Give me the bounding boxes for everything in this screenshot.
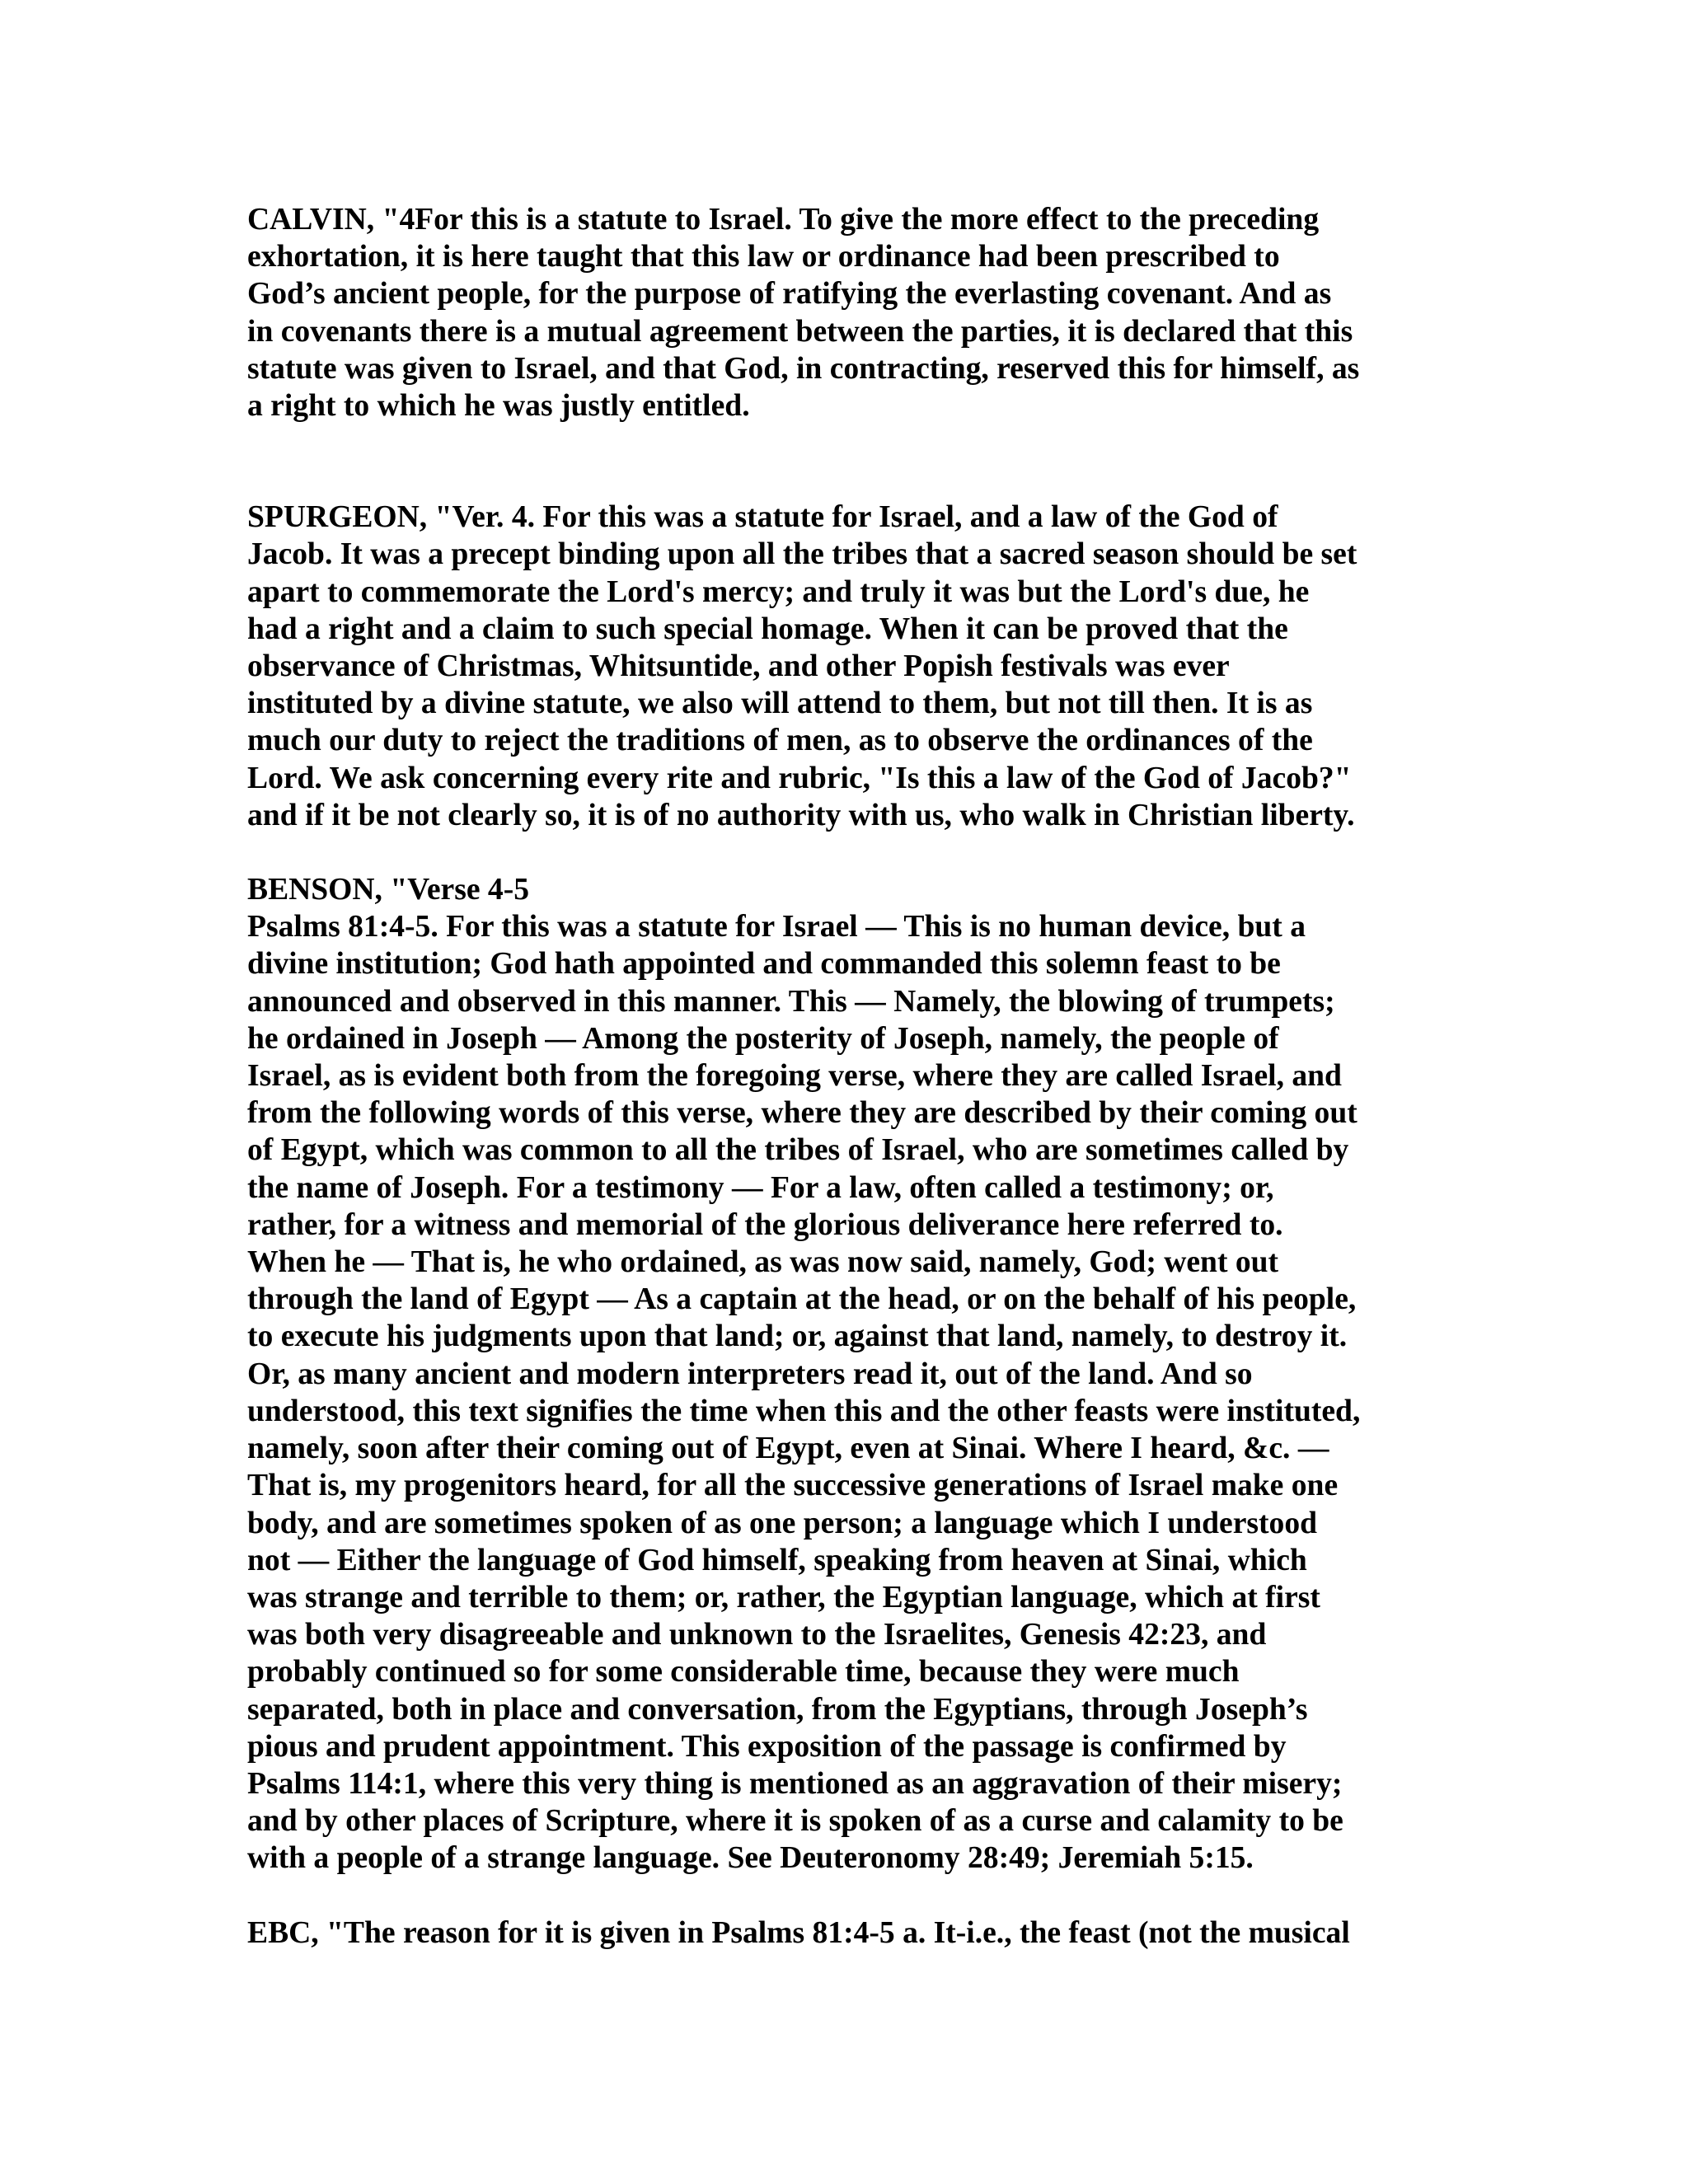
text-line: body, and are sometimes spoken of as one person; a language which I understood [247,1506,1318,1540]
text-line: through the land of Egypt — As a captain at the head, or on the behalf of his people, [247,1282,1357,1317]
text-line: exhortation, it is here taught that this law or ordinance had been prescribed to [247,240,1280,274]
text-line: That is, my progenitors heard, for all the successive generations of Israel make one [247,1469,1339,1503]
text-line: and if it be not clearly so, it is of no authority with us, who walk in Christian liberty. [247,798,1355,832]
ebc-commentary [247,1915,1441,1952]
text-line: a right to which he was justly entitled. [247,389,750,424]
text-line: and by other places of Scripture, where it is spoken of as a curse and calamity to be [247,1804,1343,1839]
commentary-text [247,201,1441,1952]
text-line: Jacob. It was a precept binding upon all the tribes that a sacred season should be set [247,537,1357,572]
text-line: with a people of a strange language. See Deuteronomy 28:49; Jeremiah 5:15. [247,1841,1254,1876]
text-line: Or, as many ancient and modern interpreters read it, out of the land. And so [247,1357,1253,1391]
text-line: the name of Joseph. For a testimony — For a law, often called a testimony; or, [247,1170,1274,1205]
text-line: statute was given to Israel, and that God, in contracting, reserved this for himself, as [247,351,1360,386]
text-line: divine institution; God hath appointed and commanded this solemn feast to be [247,947,1281,982]
text-line: Israel, as is evident both from the foregoing verse, where they are called Israel, and [247,1059,1342,1094]
text-line: Psalms 81:4-5. For this was a statute for Israel — This is no human device, but a [247,910,1306,944]
text-line: had a right and a claim to such special homage. When it can be proved that the [247,612,1288,646]
text-line: SPURGEON, "Ver. 4. For this was a statute for Israel, and a law of the God of [247,500,1278,535]
text-line: was strange and terrible to them; or, rather, the Egyptian language, which at first [247,1580,1320,1615]
text-line: God’s ancient people, for the purpose of ratifying the everlasting covenant. And as [247,277,1332,312]
text-line: understood, this text signifies the time when this and the other feasts were instituted, [247,1394,1361,1428]
text-line: instituted by a divine statute, we also will attend to them, but not till then. It is as [247,687,1313,721]
text-line: much our duty to reject the traditions of men, as to observe the ordinances of the [247,724,1313,758]
text-line: probably continued so for some considerable time, because they were much [247,1655,1240,1690]
text-line: Psalms 114:1, where this very thing is mentioned as an aggravation of their misery; [247,1766,1343,1801]
text-line: was both very disagreeable and unknown to the Israelites, Genesis 42:23, and [247,1618,1267,1652]
text-line: namely, soon after their coming out of Egypt, even at Sinai. Where I heard, &c. — [247,1432,1329,1466]
text-line: in covenants there is a mutual agreement between the parties, it is declared that this [247,314,1353,349]
text-line: separated, both in place and conversation, from the Egyptians, through Joseph’s [247,1692,1308,1727]
text-line: observance of Christmas, Whitsuntide, and other Popish festivals was ever [247,649,1230,684]
text-line: EBC, "The reason for it is given in Psalms 81:4-5 a. It-i.e., the feast (not the musical [247,1915,1350,1950]
text-line: Lord. We ask concerning every rite and rubric, "Is this a law of the God of Jacob?" [247,761,1352,795]
text-line: from the following words of this verse, where they are described by their coming out [247,1096,1357,1131]
text-line: apart to commemorate the Lord's mercy; and truly it was but the Lord's due, he [247,574,1310,609]
benson-commentary [247,871,1441,1877]
text-line: he ordained in Joseph — Among the posterity of Joseph, namely, the people of [247,1021,1279,1056]
text-line: not — Either the language of God himself, speaking from heaven at Sinai, which [247,1543,1307,1577]
text-line: of Egypt, which was common to all the tribes of Israel, who are sometimes called by [247,1133,1349,1168]
text-line: rather, for a witness and memorial of the glorious deliverance here referred to. [247,1207,1283,1242]
text-line: announced and observed in this manner. This — Namely, the blowing of trumpets; [247,984,1335,1019]
text-line: CALVIN, "4For this is a statute to Israel. To give the more effect to the preceding [247,203,1320,237]
text-line: When he — That is, he who ordained, as was now said, namely, God; went out [247,1245,1279,1280]
text-line: pious and prudent appointment. This exposition of the passage is confirmed by [247,1729,1287,1764]
spurgeon-commentary [247,499,1441,834]
text-line: to execute his judgments upon that land; or, against that land, namely, to destroy it. [247,1319,1348,1354]
text-line: BENSON, "Verse 4-5 [247,873,530,907]
calvin-commentary [247,201,1441,424]
